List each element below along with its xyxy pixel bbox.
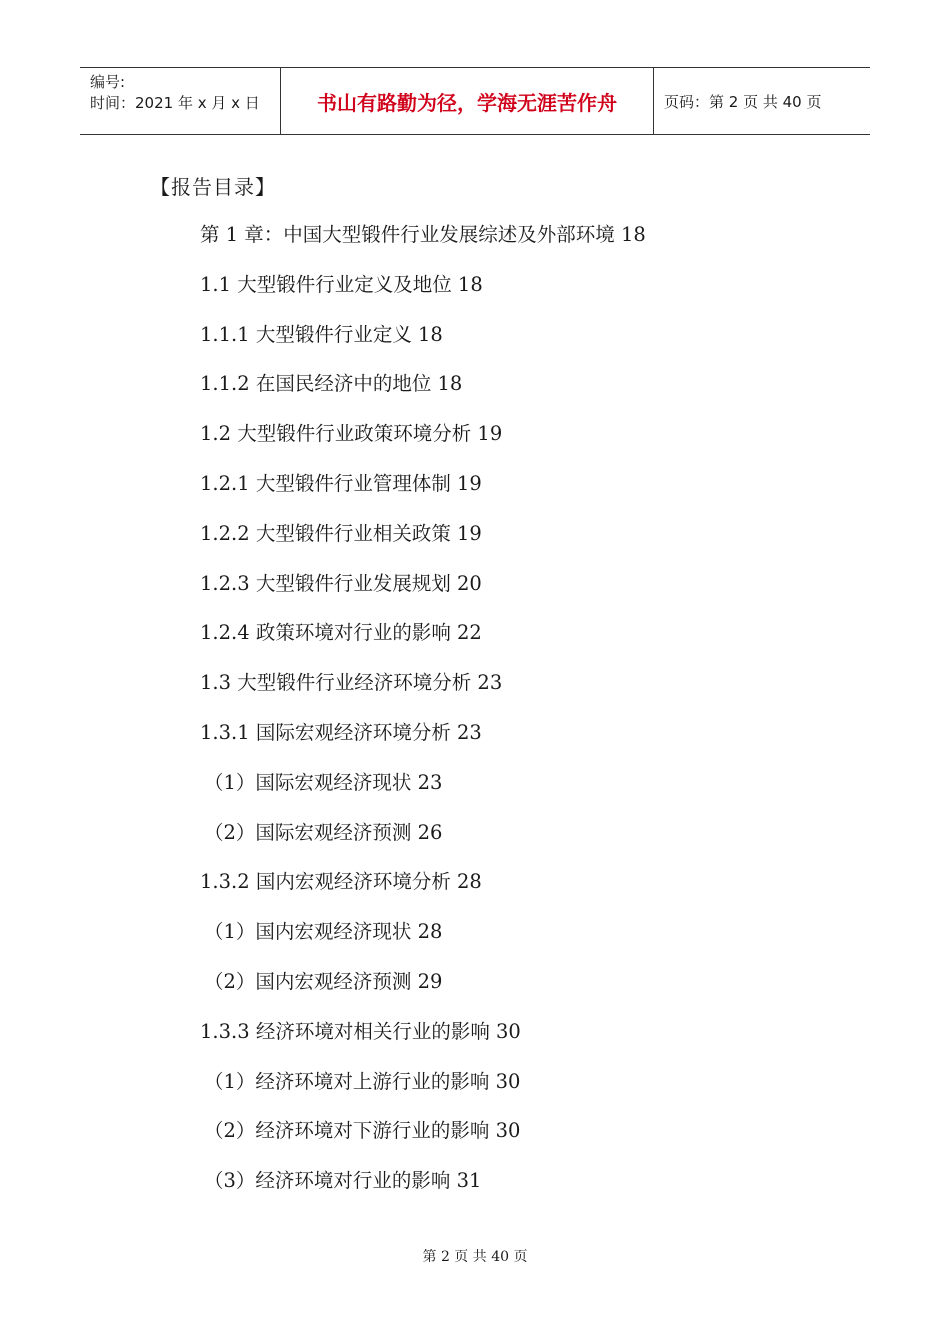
toc-item: 1.1 大型锻件行业定义及地位 18 — [200, 272, 483, 296]
toc-item: （1）国内宏观经济现状 28 — [204, 920, 443, 944]
toc-item: 1.1.1 大型锻件行业定义 18 — [200, 322, 443, 346]
toc-item: 1.3.1 国际宏观经济环境分析 23 — [200, 720, 482, 744]
toc-item: （3）经济环境对行业的影响 31 — [204, 1169, 482, 1193]
toc-item: （2）经济环境对下游行业的影响 30 — [204, 1119, 521, 1143]
toc-item: （1）经济环境对上游行业的影响 30 — [204, 1069, 521, 1093]
toc-item: 1.2.3 大型锻件行业发展规划 20 — [200, 571, 482, 595]
header-page-code: 页码：第 2 页 共 40 页 — [664, 92, 822, 111]
toc-item: 1.2.2 大型锻件行业相关政策 19 — [200, 521, 482, 545]
toc-item: 第 1 章：中国大型锻件行业发展综述及外部环境 18 — [200, 223, 646, 246]
header-motto: 书山有路勤为径，学海无涯苦作舟 — [281, 68, 654, 134]
toc-item: （2）国际宏观经济预测 26 — [204, 820, 443, 844]
header-meta — [80, 68, 281, 134]
page-footer: 第 2 页 共 40 页 — [422, 1249, 528, 1265]
page-header — [80, 67, 870, 135]
toc-item: 1.2.4 政策环境对行业的影响 22 — [200, 621, 482, 645]
toc-item: 1.2.1 大型锻件行业管理体制 19 — [200, 471, 482, 495]
document-time: 时间：2021 年 x 月 x 日 — [90, 94, 260, 112]
toc-item: 1.3.2 国内宏观经济环境分析 28 — [200, 870, 482, 894]
toc-item: （2）国内宏观经济预测 29 — [204, 969, 443, 993]
toc-item: 1.3.3 经济环境对相关行业的影响 30 — [200, 1019, 521, 1043]
table-of-contents — [200, 220, 646, 1216]
toc-title: 【报告目录】 — [150, 175, 276, 199]
toc-item: 1.3 大型锻件行业经济环境分析 23 — [200, 671, 503, 695]
toc-item: 1.1.2 在国民经济中的地位 18 — [200, 372, 463, 396]
toc-item: （1）国际宏观经济现状 23 — [204, 770, 443, 794]
toc-item: 1.2 大型锻件行业政策环境分析 19 — [200, 422, 503, 446]
document-number-label: 编号: — [90, 73, 126, 91]
